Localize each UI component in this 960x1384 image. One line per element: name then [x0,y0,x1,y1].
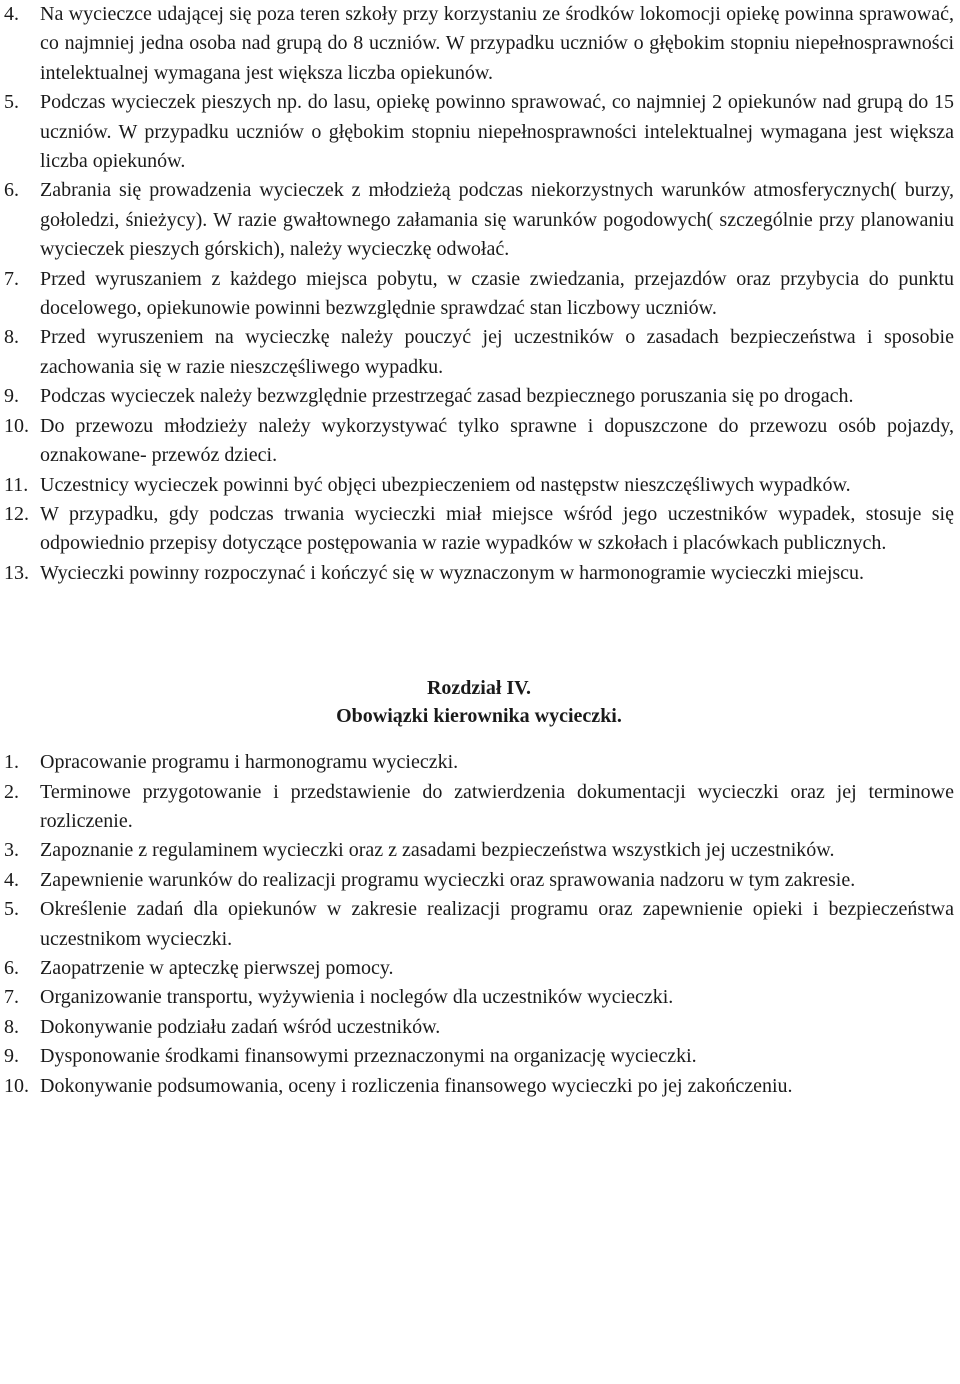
list-item [4,778,954,837]
item-number: 2. [4,780,19,803]
item-number: 10. [4,1074,29,1097]
item-number: 7. [4,986,19,1009]
item-text: W przypadku, gdy podczas trwania wycieczki miał miejsce wśród jego uczestników wypadek, stosuje się odpowiednio przepisy dotyczące postępowania w razie wypadków w szkołach i placówkach publicznych. [40,502,954,555]
item-text: Zapoznanie z regulaminem wycieczki oraz z zasadami bezpieczeństwa wszystkich jej uczestników. [40,839,835,862]
list-item [4,954,954,983]
chapter-title: Rozdział IV. [426,677,532,700]
item-number: 8. [4,326,19,349]
item-text: Na wycieczce udającej się poza teren szkoły przy korzystaniu ze środków lokomocji opiekę powinna sprawować, co najmniej jedna osoba nad grupą do 8 uczniów. W przypadku uczniów o głębokim stopniu niepełnosprawności intelektualnej wymagana jest większa liczba opiekunów. [40,3,954,84]
spacer [4,588,954,674]
item-text: Wycieczki powinny rozpoczynać i kończyć się w wyznaczonym w harmonogramie wycieczki miejscu. [40,561,865,584]
item-number: 1. [4,751,19,774]
duties-list [4,748,954,1101]
item-number: 6. [4,956,19,979]
item-text: Do przewozu młodzieży należy wykorzystywać tylko sprawne i dopuszczone do przewozu osób pojazdy, oznakowane- przewóz dzieci. [40,414,954,467]
rules-list [4,0,954,588]
item-text: Opracowanie programu i harmonogramu wycieczki. [40,751,459,774]
list-item [4,1013,954,1042]
item-text: Organizowanie transportu, wyżywienia i noclegów dla uczestników wycieczki. [40,986,674,1009]
list-item [4,176,954,264]
item-number: 13. [4,561,29,584]
item-text: Przed wyruszeniem na wycieczkę należy pouczyć jej uczestników o zasadach bezpieczeństwa i sposobie zachowania się w razie nieszczęśliwego wypadku. [40,326,954,378]
list-item [4,748,954,777]
item-number: 11. [4,473,29,496]
item-number: 12. [4,502,29,525]
list-item [4,983,954,1012]
list-item [4,500,954,559]
item-number: 5. [4,898,19,921]
item-text: Zapewnienie warunków do realizacji programu wycieczki oraz sprawowania nadzoru w tym zakresie. [40,868,856,891]
item-text: Dysponowanie środkami finansowymi przeznaczonymi na organizację wycieczki. [40,1045,697,1068]
item-number: 8. [4,1015,19,1038]
item-number: 4. [4,3,19,25]
list-item [4,471,954,500]
list-item [4,559,954,588]
list-item [4,1042,954,1071]
item-number: 7. [4,267,19,290]
item-text: Dokonywanie podsumowania, oceny i rozliczenia finansowego wycieczki po jej zakończeniu. [40,1074,793,1097]
list-item [4,866,954,895]
list-item [4,412,954,471]
spacer [4,730,954,748]
chapter-subtitle: Obowiązki kierownika wycieczki. [336,705,622,728]
item-text: Określenie zadań dla opiekunów w zakresie realizacji programu oraz zapewnienie opieki i bezpieczeństwa uczestnikom wycieczki. [40,898,954,950]
item-number: 9. [4,385,19,408]
item-text: Uczestnicy wycieczek powinni być objęci ubezpieczeniem od następstw nieszczęśliwych wypadków. [40,473,851,496]
list-item [4,382,954,411]
list-item [4,836,954,865]
item-text: Dokonywanie podziału zadań wśród uczestników. [40,1015,441,1038]
item-text: Przed wyruszaniem z każdego miejsca pobytu, w czasie zwiedzania, przejazdów oraz przybycia do punktu docelowego, opiekunowie powinni bezwzględnie sprawdzać stan liczbowy uczniów. [40,267,954,320]
item-number: 6. [4,179,19,202]
list-item [4,265,954,324]
item-text: Podczas wycieczek należy bezwzględnie przestrzegać zasad bezpiecznego poruszania się po drogach. [40,385,854,408]
item-text: Zaopatrzenie w apteczkę pierwszej pomocy. [40,956,394,979]
item-number: 10. [4,414,29,437]
list-item [4,88,954,176]
item-text: Terminowe przygotowanie i przedstawienie do zatwierdzenia dokumentacji wycieczki oraz jej terminowe rozliczenie. [40,780,954,832]
item-text: Podczas wycieczek pieszych np. do lasu, opiekę powinno sprawować, co najmniej 2 opiekunów nad grupą do 15 uczniów. W przypadku uczniów o głębokim stopniu niepełnosprawności intelektualnej wymagana jest większa liczba opiekunów. [40,91,954,173]
list-item [4,895,954,954]
item-number: 5. [4,91,19,114]
item-text: Zabrania się prowadzenia wycieczek z młodzieżą podczas niekorzystnych warunków atmosferycznych( burzy, gołoledzi, śnieżycy). W razie gwałtownego załamania się warunków pogodowych( szczególnie przy planowaniu wycieczek pieszych górskich), należy wycieczkę odwołać. [40,179,954,261]
item-number: 4. [4,868,19,891]
list-item [4,323,954,382]
item-number: 9. [4,1045,19,1068]
item-number: 3. [4,839,19,862]
list-item [4,0,954,88]
list-item [4,1072,954,1101]
